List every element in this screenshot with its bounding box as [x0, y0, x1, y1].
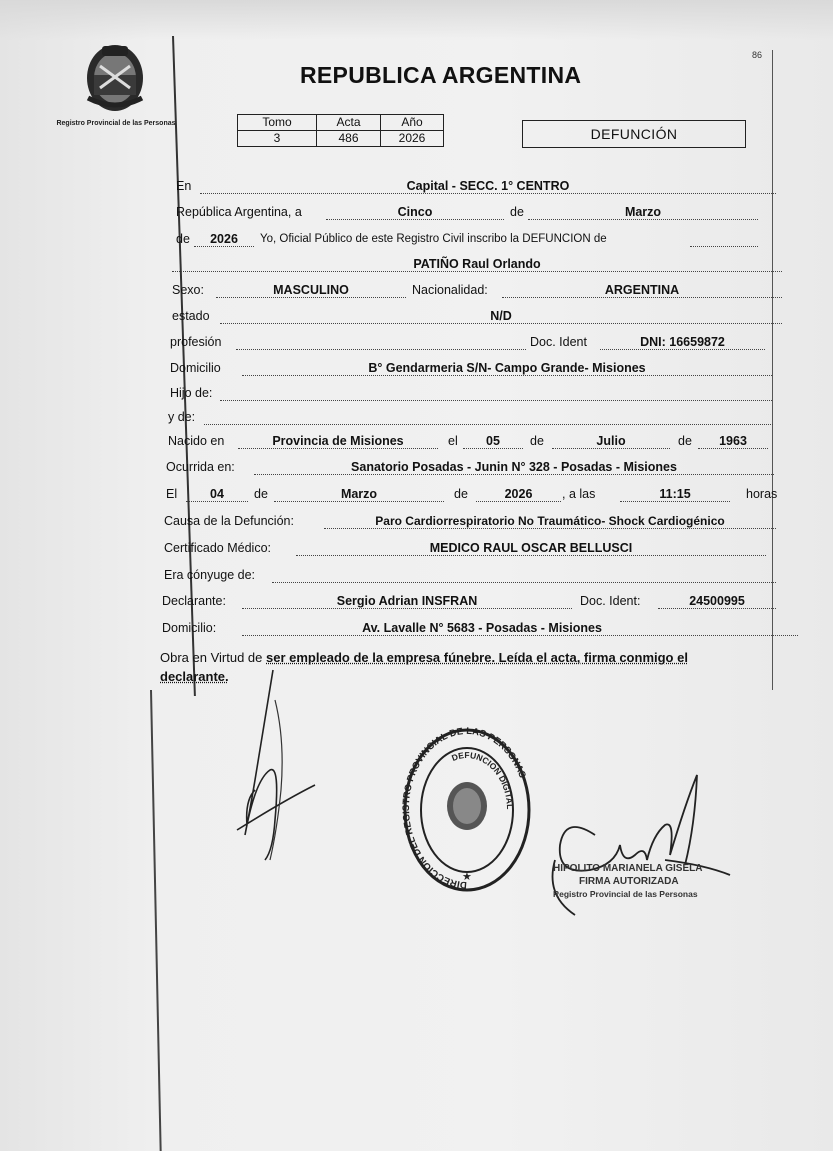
- label: y de:: [168, 410, 196, 424]
- anio-value: 2026: [210, 232, 238, 246]
- label: Ocurrida en:: [166, 460, 235, 474]
- table-header: Acta: [317, 115, 381, 131]
- row-hijo: [170, 385, 772, 403]
- row-declarante: [162, 593, 776, 611]
- row-sexo: [172, 282, 782, 300]
- row-fecha-defuncion: [166, 486, 784, 504]
- mes-value: Marzo: [624, 205, 662, 219]
- row-nacido: [168, 433, 773, 451]
- label: República Argentina, a: [176, 205, 302, 219]
- row-conyuge: [164, 567, 776, 585]
- obra-prefix: Obra en Virtud de: [160, 650, 263, 665]
- table-header: Año: [381, 115, 444, 131]
- row-profesion: [170, 334, 765, 352]
- row-domicilio: [170, 360, 772, 378]
- page-shadow: [0, 0, 833, 40]
- label: de: [176, 232, 190, 246]
- doc-type-box: DEFUNCIÓN: [522, 120, 746, 148]
- domicilio-declarante-value: Av. Lavalle N° 5683 - Posadas - Misiones: [362, 621, 602, 635]
- fill-line: [236, 334, 526, 350]
- obra-text: ser empleado de la empresa fúnebre. Leída el acta, firma conmigo el: [266, 650, 688, 665]
- ocurrida-value: Sanatorio Posadas - Junin N° 328 - Posadas - Misiones: [351, 460, 677, 474]
- label: profesión: [170, 335, 222, 349]
- estado-value: N/D: [490, 309, 512, 323]
- page-number: 86: [752, 50, 763, 60]
- label: Sexo:: [172, 283, 204, 297]
- firma-registry: Registro Provincial de las Personas: [553, 889, 698, 899]
- seal-inner-text: DEFUNCION DIGITAL: [450, 749, 516, 810]
- label: , a las: [562, 487, 596, 501]
- label: El: [166, 487, 178, 501]
- nacionalidad-value: ARGENTINA: [604, 283, 680, 297]
- row-certificado: [164, 540, 766, 558]
- label: Causa de la Defunción:: [164, 514, 294, 528]
- official-seal: [400, 722, 534, 898]
- firma-role: FIRMA AUTORIZADA: [579, 876, 679, 887]
- seal-outer-text: DIRECCION DEL REGISTRO PROVINCIAL DE LAS PERSONAS: [401, 725, 528, 891]
- label: Domicilio:: [162, 621, 217, 635]
- official-text: Yo, Oficial Público de este Registro Civil inscribo la DEFUNCION de: [260, 233, 607, 245]
- fill-line: [272, 567, 776, 583]
- reference-table: [237, 114, 444, 147]
- label: Doc. Ident: [530, 335, 587, 349]
- label: Certificado Médico:: [164, 541, 271, 555]
- label: de: [454, 487, 468, 501]
- label: En: [176, 179, 192, 193]
- declarante-value: Sergio Adrian INSFRAN: [336, 594, 478, 608]
- label: Nacido en: [168, 434, 225, 448]
- fill-line: [204, 409, 773, 425]
- label: Declarante:: [162, 594, 226, 608]
- obra-end: declarante.: [160, 669, 229, 684]
- label: horas: [746, 487, 778, 501]
- nacido-lugar-value: Provincia de Misiones: [272, 434, 404, 448]
- fill-line: [220, 385, 772, 401]
- nac-dia-value: 05: [486, 434, 500, 448]
- certificado-value: MEDICO RAUL OSCAR BELLUSCI: [429, 541, 633, 555]
- def-anio-value: 2026: [504, 487, 533, 501]
- label: el: [448, 434, 458, 448]
- dia-value: Cinco: [397, 205, 433, 219]
- label: Domicilio: [170, 361, 221, 375]
- official-signature: [535, 765, 745, 925]
- sexo-value: MASCULINO: [273, 283, 349, 297]
- coat-of-arms-logo: [80, 40, 150, 114]
- table-cell: 2026: [381, 131, 444, 147]
- table-cell: 486: [317, 131, 381, 147]
- doc-ident-value: DNI: 16659872: [640, 335, 725, 349]
- lugar-value: Capital - SECC. 1° CENTRO: [406, 179, 570, 193]
- label: Era cónyuge de:: [164, 568, 256, 582]
- label: Doc. Ident:: [580, 594, 641, 608]
- table-header: Tomo: [238, 115, 317, 131]
- svg-text:★: ★: [462, 871, 472, 883]
- fill-line: [690, 231, 758, 247]
- declarante-doc-value: 24500995: [689, 594, 745, 608]
- declarant-signature: [225, 660, 325, 880]
- row-estado: [172, 308, 782, 326]
- label: estado: [172, 309, 210, 323]
- domicilio-value: B° Gendarmeria S/N- Campo Grande- Misiones: [368, 361, 646, 375]
- nac-mes-value: Julio: [596, 434, 626, 448]
- label: de: [510, 205, 524, 219]
- signature-stamp: [553, 862, 702, 901]
- label: Hijo de:: [170, 386, 213, 400]
- causa-value: Paro Cardiorrespiratorio No Traumático- Shock Cardiogénico: [375, 514, 725, 528]
- row-oficial: [176, 231, 776, 249]
- table-cell: 3: [238, 131, 317, 147]
- nac-anio-value: 1963: [719, 434, 747, 448]
- firma-name: HIPOLITO MARIANELA GISELA: [553, 863, 703, 874]
- hora-value: 11:15: [659, 487, 691, 501]
- def-mes-value: Marzo: [340, 487, 378, 501]
- nombre-value: PATIÑO Raul Orlando: [413, 257, 541, 271]
- row-domicilio-declarante: [162, 620, 798, 638]
- def-dia-value: 04: [210, 487, 224, 501]
- label: de: [678, 434, 692, 448]
- row-lugar: [176, 178, 776, 196]
- row-yde: [168, 409, 773, 427]
- row-causa: [164, 513, 776, 531]
- row-fecha: [176, 204, 776, 222]
- row-ocurrida: [166, 459, 774, 477]
- registry-label: Registro Provincial de las Personas: [56, 120, 176, 127]
- row-nombre: [172, 256, 782, 274]
- label: de: [530, 434, 544, 448]
- label: Nacionalidad:: [412, 283, 488, 297]
- page-title: REPUBLICA ARGENTINA: [300, 62, 582, 88]
- label: de: [254, 487, 268, 501]
